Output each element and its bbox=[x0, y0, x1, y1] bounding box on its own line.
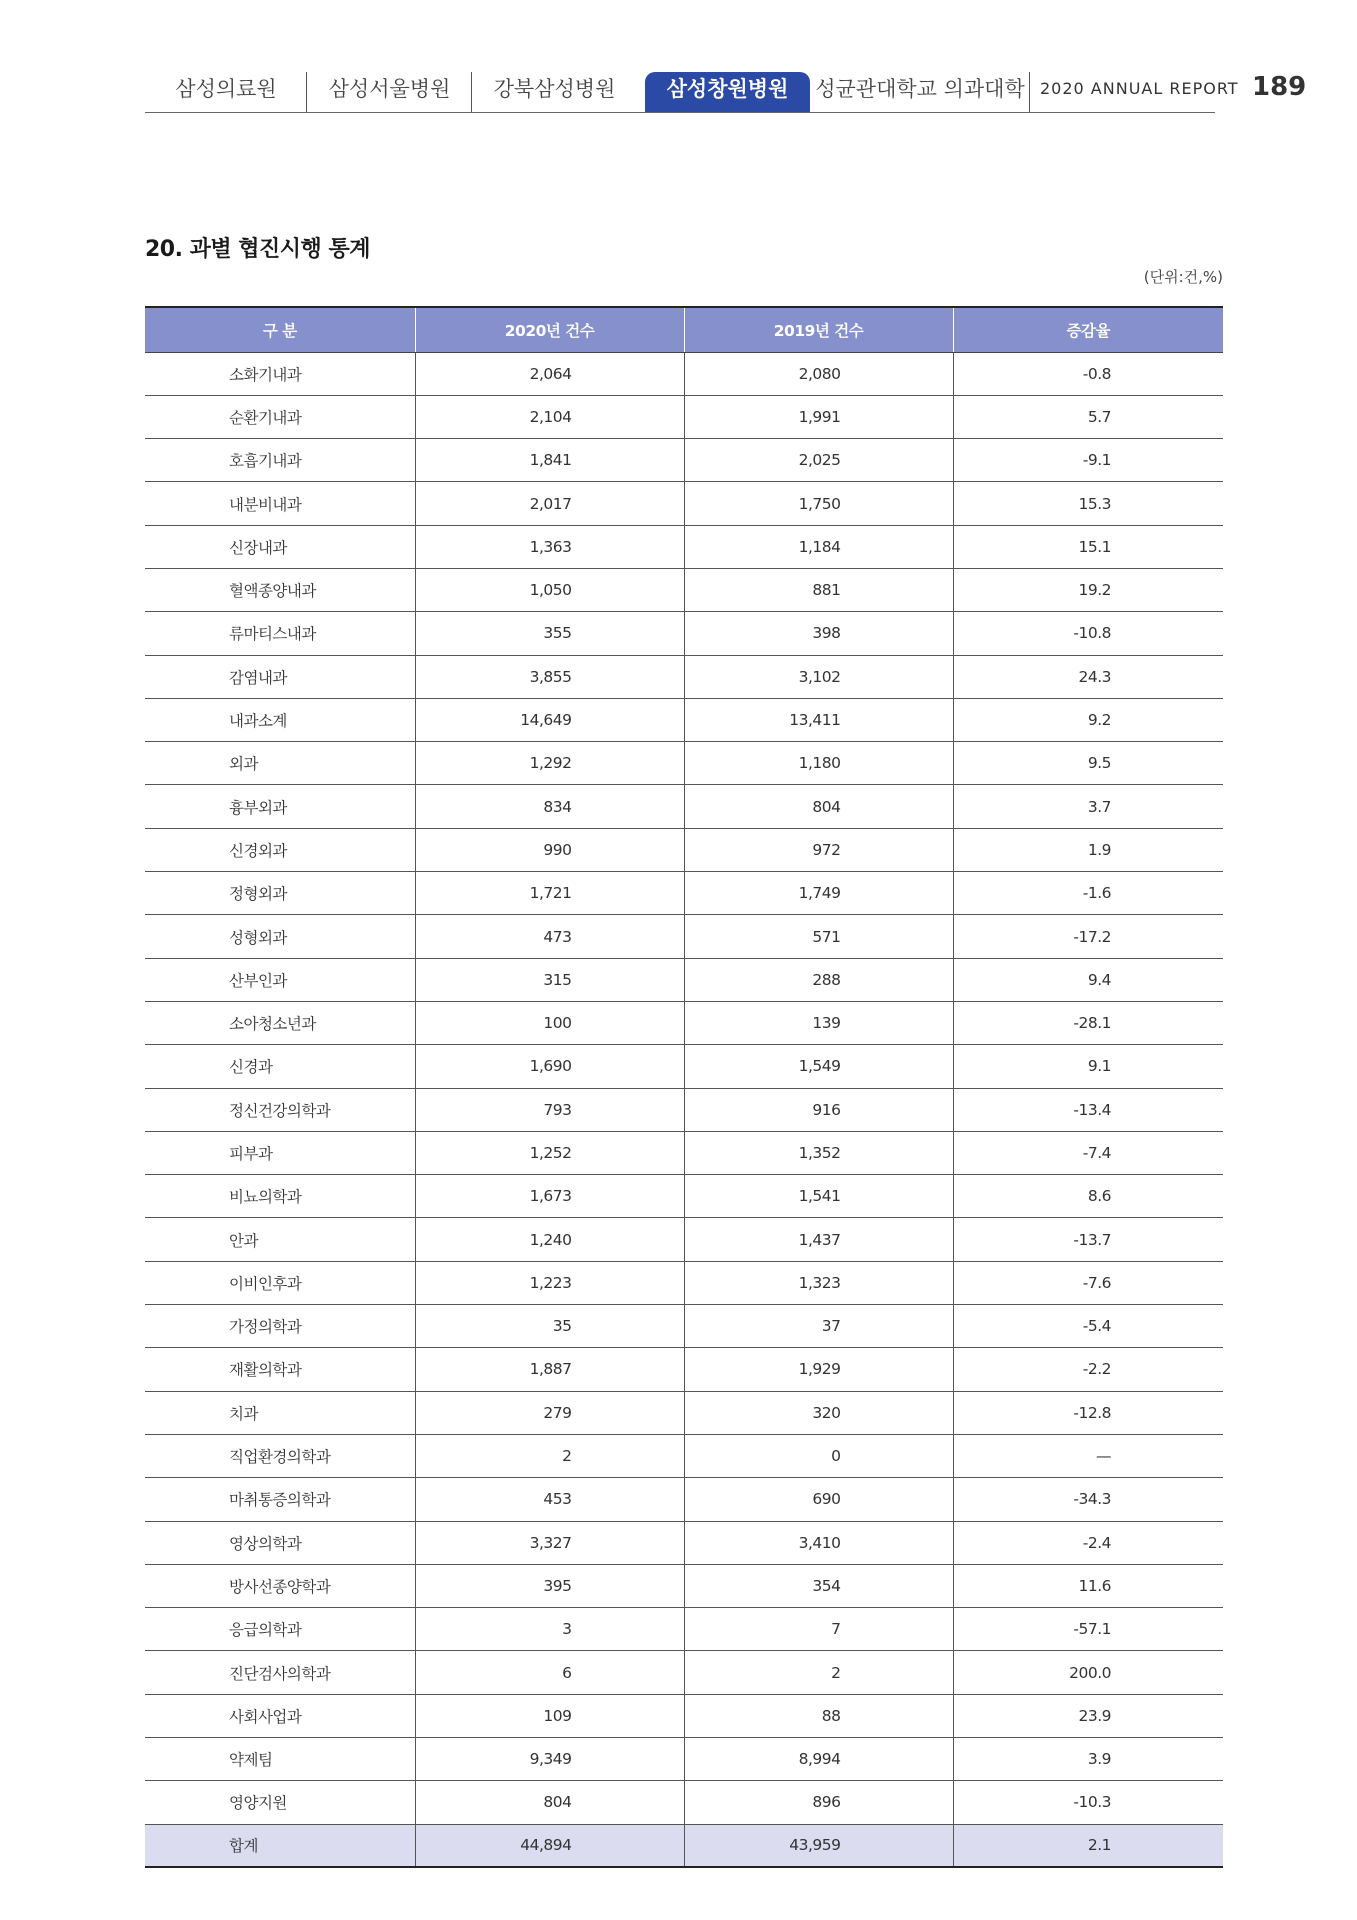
cell-department: 약제팀 bbox=[145, 1738, 415, 1781]
cell-change-rate: -34.3 bbox=[953, 1478, 1223, 1521]
cell-2019-count: 37 bbox=[684, 1305, 953, 1348]
cell-department: 성형외과 bbox=[145, 915, 415, 958]
cell-change-rate: 3.9 bbox=[953, 1738, 1223, 1781]
table-row bbox=[145, 1348, 1223, 1391]
cell-2019-count: 1,184 bbox=[684, 525, 953, 568]
cell-2020-count: 3,327 bbox=[415, 1521, 684, 1564]
cell-2020-count: 834 bbox=[415, 785, 684, 828]
cell-department: 흉부외과 bbox=[145, 785, 415, 828]
nav-tab-samsung-changwon-hospital[interactable] bbox=[645, 72, 810, 112]
cell-2020-count: 793 bbox=[415, 1088, 684, 1131]
table-header-row bbox=[145, 307, 1223, 352]
cell-2020-count: 35 bbox=[415, 1305, 684, 1348]
cell-change-rate: 3.7 bbox=[953, 785, 1223, 828]
table-row bbox=[145, 785, 1223, 828]
cell-department: 비뇨의학과 bbox=[145, 1175, 415, 1218]
cell-department: 마취통증의학과 bbox=[145, 1478, 415, 1521]
cell-2019-count: 1,352 bbox=[684, 1131, 953, 1174]
report-label: 2020 ANNUAL REPORT bbox=[1040, 79, 1239, 98]
cell-2019-count: 88 bbox=[684, 1694, 953, 1737]
cell-department: 산부인과 bbox=[145, 958, 415, 1001]
cell-2019-count: 2,025 bbox=[684, 439, 953, 482]
header-2020-count: 2020년 건수 bbox=[415, 307, 684, 352]
cell-change-rate: -13.4 bbox=[953, 1088, 1223, 1131]
table-row bbox=[145, 1521, 1223, 1564]
cell-2019-count: 1,991 bbox=[684, 395, 953, 438]
cell-2019-count: 0 bbox=[684, 1434, 953, 1477]
cell-2020-count: 1,223 bbox=[415, 1261, 684, 1304]
cell-department: 직업환경의학과 bbox=[145, 1434, 415, 1477]
cell-2019-count: 43,959 bbox=[684, 1824, 953, 1867]
cell-department: 내분비내과 bbox=[145, 482, 415, 525]
cell-2020-count: 2,104 bbox=[415, 395, 684, 438]
cell-2020-count: 804 bbox=[415, 1781, 684, 1824]
cell-2019-count: 3,102 bbox=[684, 655, 953, 698]
cell-department: 소화기내과 bbox=[145, 352, 415, 395]
table-row bbox=[145, 698, 1223, 741]
header-2019-count: 2019년 건수 bbox=[684, 307, 953, 352]
cell-change-rate: -5.4 bbox=[953, 1305, 1223, 1348]
table-row bbox=[145, 958, 1223, 1001]
table-row bbox=[145, 395, 1223, 438]
cell-2020-count: 2,017 bbox=[415, 482, 684, 525]
cell-2019-count: 571 bbox=[684, 915, 953, 958]
cell-2020-count: 1,363 bbox=[415, 525, 684, 568]
nav-tab-samsung-seoul-hospital[interactable] bbox=[307, 72, 472, 112]
cell-change-rate: 9.2 bbox=[953, 698, 1223, 741]
cell-change-rate: -7.6 bbox=[953, 1261, 1223, 1304]
cell-change-rate: -12.8 bbox=[953, 1391, 1223, 1434]
nav-tab-label: 강북삼성병원 bbox=[493, 77, 616, 101]
cell-department: 재활의학과 bbox=[145, 1348, 415, 1391]
cell-2019-count: 1,437 bbox=[684, 1218, 953, 1261]
cell-department: 감염내과 bbox=[145, 655, 415, 698]
cell-2020-count: 315 bbox=[415, 958, 684, 1001]
cell-change-rate: -2.2 bbox=[953, 1348, 1223, 1391]
cell-change-rate: 8.6 bbox=[953, 1175, 1223, 1218]
cell-2019-count: 1,929 bbox=[684, 1348, 953, 1391]
cell-change-rate: 9.4 bbox=[953, 958, 1223, 1001]
cell-change-rate: 15.3 bbox=[953, 482, 1223, 525]
table-row bbox=[145, 1608, 1223, 1651]
cell-department: 치과 bbox=[145, 1391, 415, 1434]
cell-change-rate: 200.0 bbox=[953, 1651, 1223, 1694]
table-row bbox=[145, 1434, 1223, 1477]
cell-department: 혈액종양내과 bbox=[145, 568, 415, 611]
cell-department: 사회사업과 bbox=[145, 1694, 415, 1737]
cell-department: 방사선종양학과 bbox=[145, 1564, 415, 1607]
cell-department: 정형외과 bbox=[145, 872, 415, 915]
cell-2020-count: 100 bbox=[415, 1001, 684, 1044]
cell-2019-count: 972 bbox=[684, 828, 953, 871]
cell-department: 순환기내과 bbox=[145, 395, 415, 438]
cell-2020-count: 1,240 bbox=[415, 1218, 684, 1261]
cell-department: 신장내과 bbox=[145, 525, 415, 568]
table-row bbox=[145, 1261, 1223, 1304]
cell-2019-count: 896 bbox=[684, 1781, 953, 1824]
cell-2020-count: 990 bbox=[415, 828, 684, 871]
table-row bbox=[145, 568, 1223, 611]
table-body bbox=[145, 352, 1223, 1867]
cell-change-rate: 23.9 bbox=[953, 1694, 1223, 1737]
cell-2020-count: 1,887 bbox=[415, 1348, 684, 1391]
cell-department: 영상의학과 bbox=[145, 1521, 415, 1564]
cell-department: 영양지원 bbox=[145, 1781, 415, 1824]
page-number: 189 bbox=[1252, 72, 1307, 102]
cell-2020-count: 2,064 bbox=[415, 352, 684, 395]
cell-2020-count: 3,855 bbox=[415, 655, 684, 698]
nav-tab-label: 삼성창원병원 bbox=[666, 77, 789, 101]
table-row bbox=[145, 439, 1223, 482]
cell-change-rate: 24.3 bbox=[953, 655, 1223, 698]
cell-2019-count: 7 bbox=[684, 1608, 953, 1651]
cell-2019-count: 2 bbox=[684, 1651, 953, 1694]
cell-2019-count: 320 bbox=[684, 1391, 953, 1434]
unit-label: (단위:건,%) bbox=[1143, 268, 1223, 286]
table-row bbox=[145, 352, 1223, 395]
cell-2019-count: 13,411 bbox=[684, 698, 953, 741]
cell-department: 응급의학과 bbox=[145, 1608, 415, 1651]
cell-2020-count: 44,894 bbox=[415, 1824, 684, 1867]
cell-change-rate: 19.2 bbox=[953, 568, 1223, 611]
table-row bbox=[145, 1175, 1223, 1218]
cell-department: 내과소계 bbox=[145, 698, 415, 741]
cell-2019-count: 139 bbox=[684, 1001, 953, 1044]
table-row bbox=[145, 1694, 1223, 1737]
table-row bbox=[145, 1391, 1223, 1434]
cell-2020-count: 9,349 bbox=[415, 1738, 684, 1781]
cell-2019-count: 288 bbox=[684, 958, 953, 1001]
cell-change-rate: 15.1 bbox=[953, 525, 1223, 568]
cell-2019-count: 3,410 bbox=[684, 1521, 953, 1564]
nav-tab-skku-school-of-medicine[interactable] bbox=[810, 72, 1030, 112]
cell-change-rate: -1.6 bbox=[953, 872, 1223, 915]
cell-2020-count: 109 bbox=[415, 1694, 684, 1737]
cell-department: 피부과 bbox=[145, 1131, 415, 1174]
cell-2019-count: 916 bbox=[684, 1088, 953, 1131]
cell-2019-count: 1,750 bbox=[684, 482, 953, 525]
table-row bbox=[145, 915, 1223, 958]
cell-2020-count: 279 bbox=[415, 1391, 684, 1434]
cell-2020-count: 1,721 bbox=[415, 872, 684, 915]
nav-tab-label: 삼성의료원 bbox=[175, 77, 277, 101]
table-row bbox=[145, 1781, 1223, 1824]
header-change-rate: 증감율 bbox=[953, 307, 1223, 352]
cell-change-rate: -7.4 bbox=[953, 1131, 1223, 1174]
cell-department: 이비인후과 bbox=[145, 1261, 415, 1304]
cell-change-rate: -57.1 bbox=[953, 1608, 1223, 1651]
cell-change-rate: 5.7 bbox=[953, 395, 1223, 438]
cell-change-rate: -13.7 bbox=[953, 1218, 1223, 1261]
cell-department: 신경과 bbox=[145, 1045, 415, 1088]
table-row bbox=[145, 742, 1223, 785]
cell-2020-count: 14,649 bbox=[415, 698, 684, 741]
section-title: 20. 과별 협진시행 통계 bbox=[145, 237, 370, 262]
cell-2019-count: 690 bbox=[684, 1478, 953, 1521]
table-row bbox=[145, 655, 1223, 698]
cell-department: 안과 bbox=[145, 1218, 415, 1261]
cell-change-rate: -10.8 bbox=[953, 612, 1223, 655]
cell-change-rate: 9.1 bbox=[953, 1045, 1223, 1088]
cell-department: 가정의학과 bbox=[145, 1305, 415, 1348]
cell-2019-count: 804 bbox=[684, 785, 953, 828]
table-row bbox=[145, 482, 1223, 525]
table-row bbox=[145, 1564, 1223, 1607]
cell-2019-count: 2,080 bbox=[684, 352, 953, 395]
table-row bbox=[145, 1088, 1223, 1131]
table-row bbox=[145, 1738, 1223, 1781]
cell-department: 진단검사의학과 bbox=[145, 1651, 415, 1694]
cell-2020-count: 6 bbox=[415, 1651, 684, 1694]
cell-department: 류마티스내과 bbox=[145, 612, 415, 655]
cell-change-rate: -9.1 bbox=[953, 439, 1223, 482]
table-row bbox=[145, 1218, 1223, 1261]
cell-department: 소아청소년과 bbox=[145, 1001, 415, 1044]
cell-change-rate: 2.1 bbox=[953, 1824, 1223, 1867]
table-row bbox=[145, 1305, 1223, 1348]
cell-change-rate: -17.2 bbox=[953, 915, 1223, 958]
table-row bbox=[145, 525, 1223, 568]
cell-change-rate: 9.5 bbox=[953, 742, 1223, 785]
cell-2020-count: 1,050 bbox=[415, 568, 684, 611]
table-row bbox=[145, 872, 1223, 915]
header-category: 구 분 bbox=[145, 307, 415, 352]
cell-change-rate: -28.1 bbox=[953, 1001, 1223, 1044]
cell-2019-count: 398 bbox=[684, 612, 953, 655]
cell-department: 신경외과 bbox=[145, 828, 415, 871]
cell-department: 정신건강의학과 bbox=[145, 1088, 415, 1131]
cell-2020-count: 1,673 bbox=[415, 1175, 684, 1218]
cell-2019-count: 8,994 bbox=[684, 1738, 953, 1781]
consultation-stats-table bbox=[145, 306, 1223, 1868]
cell-2020-count: 395 bbox=[415, 1564, 684, 1607]
cell-2019-count: 1,323 bbox=[684, 1261, 953, 1304]
nav-tab-kangbuk-samsung-hospital[interactable] bbox=[472, 72, 637, 112]
cell-2020-count: 473 bbox=[415, 915, 684, 958]
table-row bbox=[145, 612, 1223, 655]
cell-2020-count: 1,690 bbox=[415, 1045, 684, 1088]
cell-department: 호흡기내과 bbox=[145, 439, 415, 482]
cell-2020-count: 1,252 bbox=[415, 1131, 684, 1174]
cell-2020-count: 3 bbox=[415, 1608, 684, 1651]
cell-change-rate: 11.6 bbox=[953, 1564, 1223, 1607]
cell-2020-count: 453 bbox=[415, 1478, 684, 1521]
table-row bbox=[145, 1651, 1223, 1694]
table-row bbox=[145, 1131, 1223, 1174]
table-row bbox=[145, 1045, 1223, 1088]
cell-department: 합계 bbox=[145, 1824, 415, 1867]
table-row bbox=[145, 1478, 1223, 1521]
cell-2019-count: 1,541 bbox=[684, 1175, 953, 1218]
cell-change-rate: -10.3 bbox=[953, 1781, 1223, 1824]
cell-2019-count: 1,180 bbox=[684, 742, 953, 785]
cell-2019-count: 1,749 bbox=[684, 872, 953, 915]
cell-2020-count: 355 bbox=[415, 612, 684, 655]
cell-2020-count: 1,841 bbox=[415, 439, 684, 482]
cell-2019-count: 881 bbox=[684, 568, 953, 611]
cell-change-rate: -0.8 bbox=[953, 352, 1223, 395]
nav-tab-samsung-medical-center[interactable] bbox=[145, 72, 307, 112]
nav-tab-label: 삼성서울병원 bbox=[328, 77, 451, 101]
cell-change-rate: -2.4 bbox=[953, 1521, 1223, 1564]
cell-change-rate: — bbox=[953, 1434, 1223, 1477]
cell-department: 외과 bbox=[145, 742, 415, 785]
cell-2020-count: 2 bbox=[415, 1434, 684, 1477]
table-row bbox=[145, 1001, 1223, 1044]
cell-change-rate: 1.9 bbox=[953, 828, 1223, 871]
cell-2020-count: 1,292 bbox=[415, 742, 684, 785]
table-total-row bbox=[145, 1824, 1223, 1867]
nav-tab-label: 성균관대학교 의과대학 bbox=[815, 77, 1025, 101]
cell-2019-count: 1,549 bbox=[684, 1045, 953, 1088]
cell-2019-count: 354 bbox=[684, 1564, 953, 1607]
table-row bbox=[145, 828, 1223, 871]
